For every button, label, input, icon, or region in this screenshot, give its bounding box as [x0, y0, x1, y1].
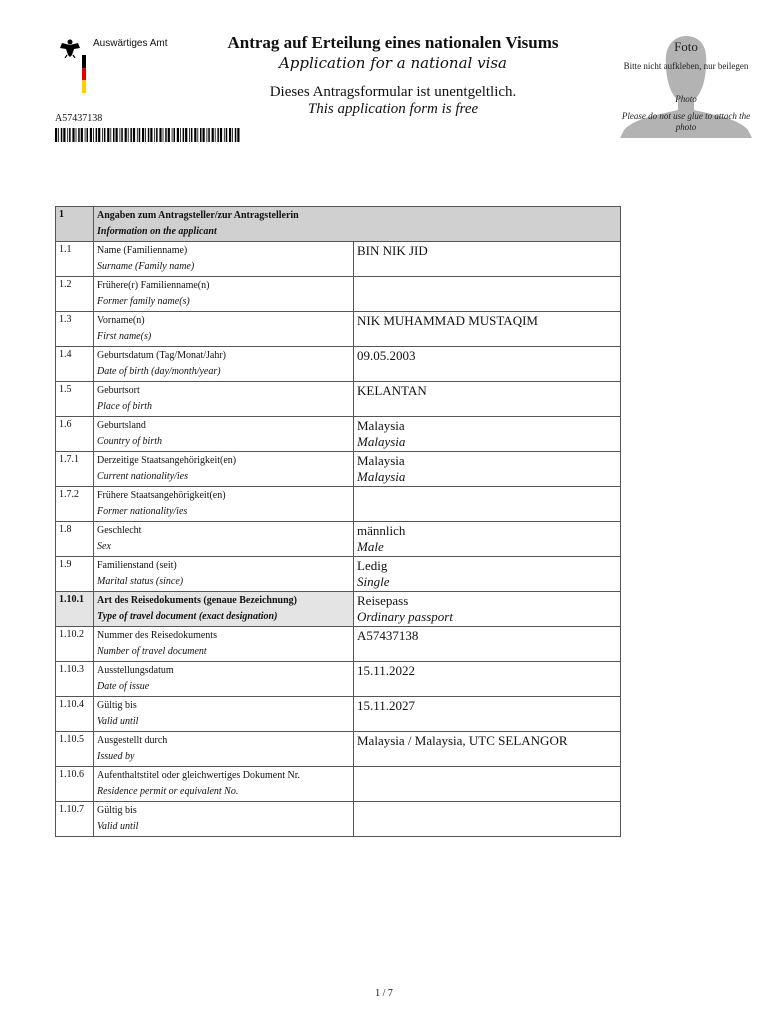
field-value-primary: KELANTAN [357, 383, 427, 398]
barcode-bar [96, 128, 98, 142]
field-label-english: Marital status (since) [97, 576, 184, 587]
barcode-bar [212, 128, 214, 142]
field-number: 1.7.1 [56, 452, 94, 487]
barcode-bar [185, 128, 187, 142]
form-row [56, 662, 621, 697]
field-label [94, 312, 354, 347]
field-number: 1.10.4 [56, 697, 94, 732]
barcode-bar [159, 128, 161, 142]
form-row [56, 697, 621, 732]
form-row [56, 452, 621, 487]
form-row [56, 277, 621, 312]
barcode-bar [224, 128, 225, 142]
barcode-bar [197, 128, 198, 142]
field-label-german: Geburtsland [97, 420, 146, 431]
field-value-primary: 15.11.2022 [357, 663, 416, 678]
field-number: 1.3 [56, 312, 94, 347]
form-row [56, 382, 621, 417]
field-value-primary: Malaysia [357, 453, 405, 468]
field-number: 1.10.6 [56, 767, 94, 802]
barcode-bar [220, 128, 222, 142]
title-german: Antrag auf Erteilung eines nationalen Visums [227, 33, 559, 52]
photo-note-german: Bitte nicht aufkleben, nur beilegen [623, 61, 749, 71]
barcode-bar [215, 128, 216, 142]
field-label-german: Derzeitige Staatsangehörigkeit(en) [97, 455, 237, 466]
barcode-bar [78, 128, 80, 142]
field-value-primary: NIK MUHAMMAD MUSTAQIM [357, 313, 538, 328]
field-label-german: Nummer des Reisedokuments [97, 630, 217, 641]
barcode-bar [55, 128, 57, 142]
form-row [56, 347, 621, 382]
field-value-primary: Malaysia / Malaysia, UTC SELANGOR [357, 733, 568, 748]
barcode-bar [145, 128, 146, 142]
field-label-english: Former family name(s) [97, 296, 190, 307]
barcode-bar [235, 128, 237, 142]
field-label-english: Sex [97, 541, 111, 552]
field-value [354, 487, 621, 522]
field-label-english: Valid until [97, 821, 139, 832]
barcode-bar [191, 128, 193, 142]
field-label-english: Current nationality/ies [97, 471, 189, 482]
field-label-english: Date of issue [97, 681, 150, 692]
form-row [56, 242, 621, 277]
field-number: 1.10.1 [56, 592, 94, 627]
field-value-secondary: Single [357, 574, 390, 589]
auswaertiges-amt-logo [56, 36, 176, 96]
field-number: 1.10.5 [56, 732, 94, 767]
field-value-primary: 15.11.2027 [357, 698, 416, 713]
field-value [354, 312, 621, 347]
barcode-bar [194, 128, 196, 142]
field-value [354, 347, 621, 382]
field-value [354, 242, 621, 277]
barcode-bar [168, 128, 170, 142]
form-row [56, 627, 621, 662]
barcode-bar [128, 128, 129, 142]
field-value [354, 767, 621, 802]
field-label-english: Issued by [97, 751, 135, 762]
barcode-bar [72, 128, 74, 142]
barcode-bar [189, 128, 190, 142]
field-number: 1.9 [56, 557, 94, 592]
form-row [56, 732, 621, 767]
field-label [94, 382, 354, 417]
barcode-bar [85, 128, 86, 142]
barcode-bar [133, 128, 135, 142]
barcode-bar [69, 128, 71, 142]
field-label-english: Country of birth [97, 436, 163, 447]
barcode-bar [237, 128, 239, 142]
barcode-bar [226, 128, 228, 142]
field-label [94, 347, 354, 382]
barcode-bar [177, 128, 179, 142]
field-number: 1.6 [56, 417, 94, 452]
photo-title-english: Photo [675, 94, 697, 104]
field-value-primary: 09.05.2003 [357, 348, 416, 363]
field-value [354, 522, 621, 557]
field-label-german: Geburtsdatum (Tag/Monat/Jahr) [97, 350, 226, 361]
field-label-english: Date of birth (day/month/year) [97, 366, 221, 377]
field-label-english: Former nationality/ies [97, 506, 188, 517]
barcode-bar [90, 128, 92, 142]
field-label [94, 277, 354, 312]
section-label [94, 207, 621, 242]
barcode-bar [104, 128, 106, 142]
field-label-english: Place of birth [97, 401, 152, 412]
form-row [56, 767, 621, 802]
org-name: Auswärtiges Amt [93, 38, 168, 49]
barcode-bar [142, 128, 144, 142]
barcode-bar [229, 128, 231, 142]
barcode-bar [163, 128, 164, 142]
barcode-bar [217, 128, 219, 142]
field-value-primary: Malaysia [357, 418, 405, 433]
barcode-bar [207, 128, 208, 142]
field-value [354, 452, 621, 487]
field-label [94, 732, 354, 767]
field-label [94, 802, 354, 837]
section-number: 1 [56, 207, 94, 242]
field-number: 1.10.2 [56, 627, 94, 662]
field-number: 1.1 [56, 242, 94, 277]
barcode-bar [165, 128, 167, 142]
applicant-info-table [55, 206, 621, 837]
barcode-bar [76, 128, 77, 142]
field-value-primary: Reisepass [357, 593, 409, 608]
field-label [94, 452, 354, 487]
field-label-german: Ausgestellt durch [97, 735, 168, 746]
barcode-bar [110, 128, 111, 142]
free-notice-english: This application form is free [307, 101, 479, 117]
free-notice-german: Dieses Antragsformular ist unentgeltlich. [269, 84, 517, 100]
barcode-bar [180, 128, 181, 142]
barcode-bar [81, 128, 83, 142]
field-value-primary: Ledig [357, 558, 388, 573]
field-value-primary: männlich [357, 523, 406, 538]
barcode-bar [139, 128, 141, 142]
federal-eagle-icon [58, 38, 82, 58]
field-value [354, 277, 621, 312]
field-number: 1.5 [56, 382, 94, 417]
field-value [354, 802, 621, 837]
form-row [56, 487, 621, 522]
field-label-german: Vorname(n) [97, 315, 145, 326]
field-label [94, 522, 354, 557]
field-number: 1.8 [56, 522, 94, 557]
barcode [55, 128, 240, 142]
photo-note-english: Please do not use glue to attach the photo [621, 111, 751, 132]
field-value-secondary: Malaysia [357, 434, 406, 449]
document-number: A57437138 [55, 113, 103, 124]
barcode-bar [203, 128, 205, 142]
field-label-german: Geschlecht [97, 525, 142, 536]
barcode-bar [172, 128, 173, 142]
field-label [94, 487, 354, 522]
field-label [94, 627, 354, 662]
barcode-bar [113, 128, 115, 142]
section-label-english: Information on the applicant [97, 226, 217, 237]
field-label [94, 417, 354, 452]
form-row [56, 522, 621, 557]
field-label-english: Surname (Family name) [97, 261, 195, 272]
title-english: Application for a national visa [278, 54, 508, 72]
photo-placeholder [620, 34, 752, 138]
section-header-row [56, 207, 621, 242]
barcode-bar [102, 128, 103, 142]
barcode-bar [208, 128, 210, 142]
barcode-bar [156, 128, 158, 142]
barcode-bar [107, 128, 109, 142]
field-label-german: Geburtsort [97, 385, 140, 396]
german-flag-stripe [82, 55, 86, 93]
barcode-bar [121, 128, 123, 142]
field-label-english: Residence permit or equivalent No. [97, 786, 239, 797]
barcode-bar [200, 128, 202, 142]
field-value-primary: A57437138 [357, 628, 419, 643]
field-label-german: Aufenthaltstitel oder gleichwertiges Dokument Nr. [97, 770, 301, 781]
field-value [354, 592, 621, 627]
field-value [354, 557, 621, 592]
barcode-bar [58, 128, 59, 142]
form-title-block [180, 33, 606, 118]
field-label-german: Gültig bis [97, 805, 137, 816]
field-label-german: Art des Reisedokuments (genaue Bezeichnung) [97, 595, 297, 606]
field-label-english: First name(s) [97, 331, 152, 342]
field-number: 1.10.3 [56, 662, 94, 697]
barcode-bar [93, 128, 94, 142]
form-row [56, 312, 621, 347]
barcode-bar [120, 128, 121, 142]
form-row [56, 417, 621, 452]
form-row [56, 592, 621, 627]
field-label-english: Valid until [97, 716, 139, 727]
field-value-secondary: Malaysia [357, 469, 406, 484]
field-label-german: Frühere Staatsangehörigkeit(en) [97, 490, 226, 501]
field-value [354, 627, 621, 662]
barcode-bar [137, 128, 138, 142]
field-number: 1.10.7 [56, 802, 94, 837]
field-label-german: Frühere(r) Familienname(n) [97, 280, 210, 291]
field-number: 1.4 [56, 347, 94, 382]
field-number: 1.2 [56, 277, 94, 312]
field-label-german: Gültig bis [97, 700, 137, 711]
section-label-german: Angaben zum Antragsteller/zur Antragstellerin [97, 210, 299, 221]
barcode-bar [154, 128, 155, 142]
field-label [94, 662, 354, 697]
barcode-bar [150, 128, 152, 142]
barcode-bar [116, 128, 118, 142]
form-row [56, 557, 621, 592]
barcode-bar [63, 128, 65, 142]
photo-title: Foto [674, 39, 698, 54]
barcode-bar [67, 128, 68, 142]
barcode-bar [183, 128, 185, 142]
field-label-english: Number of travel document [97, 646, 207, 657]
field-label-german: Name (Familienname) [97, 245, 188, 256]
field-label [94, 242, 354, 277]
field-value-secondary: Male [357, 539, 384, 554]
field-value [354, 662, 621, 697]
field-label [94, 557, 354, 592]
barcode-bar [148, 128, 150, 142]
field-value [354, 382, 621, 417]
field-label-german: Ausstellungsdatum [97, 665, 174, 676]
barcode-bar [174, 128, 176, 142]
field-label-english: Type of travel document (exact designation) [97, 611, 278, 622]
field-value-primary: BIN NIK JID [357, 243, 428, 258]
field-label [94, 697, 354, 732]
field-label [94, 592, 354, 627]
field-value [354, 732, 621, 767]
barcode-bar [98, 128, 100, 142]
barcode-bar [61, 128, 63, 142]
field-label [94, 767, 354, 802]
barcode-bar [87, 128, 89, 142]
field-label-german: Familienstand (seit) [97, 560, 177, 571]
page-number: 1 / 7 [375, 988, 393, 999]
field-value-secondary: Ordinary passport [357, 609, 453, 624]
form-row [56, 802, 621, 837]
barcode-bar [130, 128, 132, 142]
field-value [354, 417, 621, 452]
barcode-bar [232, 128, 233, 142]
barcode-bar [125, 128, 127, 142]
field-number: 1.7.2 [56, 487, 94, 522]
field-value [354, 697, 621, 732]
